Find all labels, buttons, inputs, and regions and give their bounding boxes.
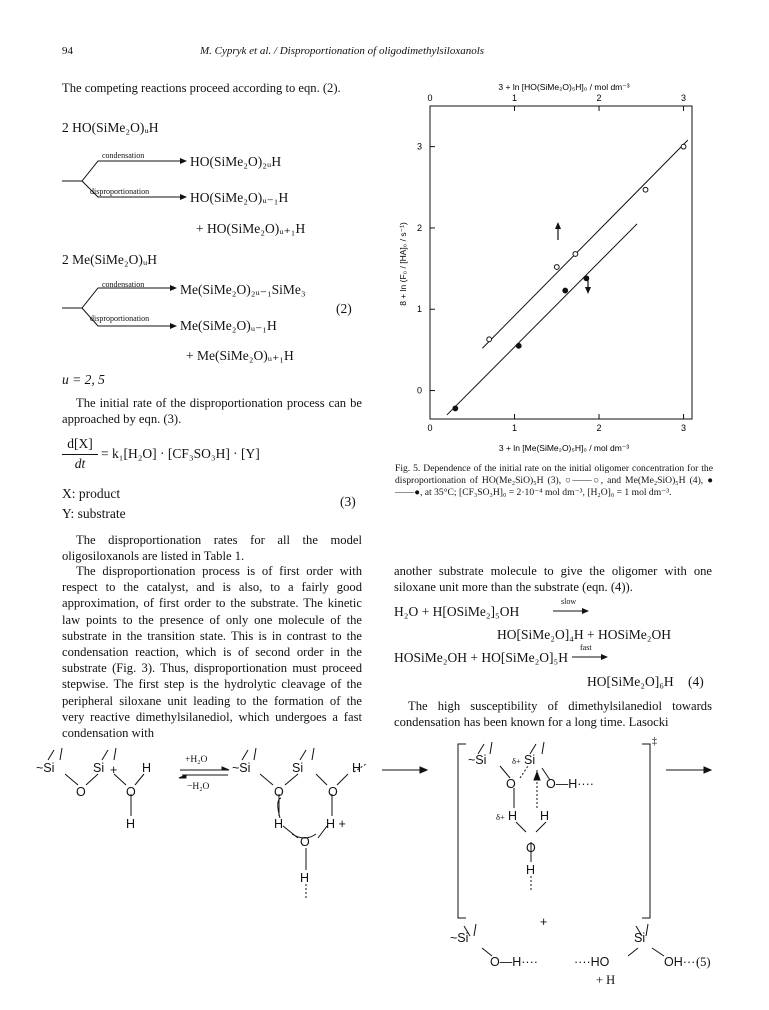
svg-text:····HO: ····HO — [574, 955, 610, 969]
bottom-tick-label-2: 2 — [596, 423, 602, 433]
rate-intro-text: The initial rate of the disproportionation process can be approached by eqn. (3). — [62, 396, 362, 427]
eq3-fraction-bar — [62, 454, 98, 455]
svg-text:H: H — [352, 761, 362, 775]
shift-arrows — [555, 222, 591, 294]
y-tick-label-2: 2 — [416, 222, 422, 233]
svg-text:H: H — [142, 761, 152, 775]
svg-text:Si: Si — [93, 761, 105, 775]
eq4-line1: H₂O + H[OSiMe₂]₅OH — [394, 604, 520, 619]
point-series-1-1 — [554, 265, 559, 270]
svg-text:H: H — [508, 809, 518, 823]
svg-text:+: + — [540, 915, 548, 929]
eq3-numerator: d[X] — [67, 436, 93, 451]
paragraph-another-substrate: another substrate molecule to give the oligomer with one siloxane unit more than the substrate (eqn. (4)). — [394, 564, 712, 595]
svg-text:O: O — [76, 785, 86, 799]
eq5-number: (5) — [696, 955, 711, 969]
svg-text:~Si: ~Si — [450, 931, 469, 945]
eq3-denominator: dt — [74, 456, 86, 471]
point-series-2-1 — [516, 343, 521, 348]
delta-plus-h: δ+ — [496, 812, 505, 822]
svg-text:H +: H + — [326, 817, 346, 831]
reaction-scheme-5 — [30, 730, 730, 1010]
u-values: u = 2, 5 — [62, 372, 105, 387]
eq3-y-definition: Y: substrate — [62, 506, 126, 521]
paragraph-kinetics: The disproportionation process is of first order with respect to the catalyst, and is also, to a fairly good approximation, of first order to the substrate. The kinetic law points to the presence of only one molecule of the substrate in the transition state. This is in contrast to the condensation reaction, which is of second order in the substrate (Fig. 3). Thus, disproportionation must proceed stepwise. The first step is the hydrolytic cleavage of the peripheral siloxane unit leading to the formation of the very reactive dimethylsilanediol, which undergoes a fast condensation with — [62, 564, 362, 741]
svg-text:O: O — [526, 841, 536, 855]
y-axis-label: 8 + ln (F₀ / [HA]₀ / s⁻¹) — [398, 222, 408, 306]
point-series-2-2 — [563, 288, 568, 293]
bottom-tick-label-3: 3 — [681, 423, 687, 433]
svg-text:O—H····: O—H···· — [490, 955, 538, 969]
eq2-reactant2: 2 Me(SiMe₂O)ᵤH — [62, 252, 157, 267]
eq2-disproportionation-label-2: disproportionation — [90, 314, 150, 323]
top-tick-label-2: 2 — [596, 93, 602, 103]
intro-text: The competing reactions proceed according to eqn. (2). — [62, 81, 341, 95]
point-series-1-2 — [573, 252, 578, 257]
svg-text:+: + — [110, 763, 118, 777]
svg-text:Si: Si — [524, 753, 536, 767]
point-series-1-3 — [643, 187, 648, 192]
eq2-product2: HO(SiMe₂O)ᵤ₋₁H — [190, 190, 289, 205]
eq4-number: (4) — [688, 674, 704, 689]
svg-text:O—H····: O—H···· — [546, 777, 594, 791]
minus-h2o-label: −H₂O — [187, 782, 210, 792]
eq2-product4: Me(SiMe₂O)₂ᵤ₋₁SiMe₃ — [180, 282, 306, 297]
eq2-number: (2) — [336, 301, 352, 316]
eq4-slow-label: slow — [561, 597, 577, 606]
svg-text:H: H — [126, 817, 136, 831]
eq4-fast-label: fast — [580, 643, 592, 652]
svg-text:O: O — [126, 785, 136, 799]
svg-text:H: H — [526, 863, 536, 877]
eq2-product3: + HO(SiMe₂O)ᵤ₊₁H — [196, 221, 306, 236]
eq4-line3: HOSiMe₂OH + HO[SiMe₂O]₅H — [394, 650, 568, 665]
svg-text:~Si: ~Si — [232, 761, 251, 775]
svg-text:Si: Si — [634, 931, 646, 945]
eq3-number: (3) — [340, 494, 356, 509]
y-tick-label-0: 0 — [416, 385, 422, 396]
svg-text:Si: Si — [292, 761, 304, 775]
plot-frame — [430, 106, 692, 419]
eq2-product5: Me(SiMe₂O)ᵤ₋₁H — [180, 318, 277, 333]
point-series-2-0 — [453, 406, 458, 411]
plus-h-label: + H — [596, 973, 616, 987]
svg-text:~Si: ~Si — [36, 761, 55, 775]
top-tick-label-0: 0 — [427, 93, 433, 103]
dagger-symbol: ‡ — [652, 736, 657, 747]
eq3-x-definition: X: product — [62, 486, 121, 501]
plus-h2o-label: +H₂O — [185, 755, 208, 765]
y-tick-label-3: 3 — [416, 141, 422, 152]
svg-text:~Si: ~Si — [468, 753, 487, 767]
eq4-arrow-fast — [571, 652, 609, 662]
figure-5-chart — [392, 78, 714, 458]
top-tick-label-1: 1 — [512, 93, 518, 103]
delta-plus-si: δ+ — [512, 756, 521, 766]
eq4-line4: HO[SiMe₂O]₆H — [587, 674, 674, 689]
top-tick-label-3: 3 — [681, 93, 687, 103]
eq2-condensation-label: condensation — [102, 151, 145, 160]
svg-text:O: O — [506, 777, 516, 791]
svg-text:H: H — [540, 809, 550, 823]
bottom-axis-label: 3 + ln [Me(SiMe₂O)₅H]₀ / mol dm⁻³ — [498, 443, 630, 453]
paragraph-table-1: The disproportionation rates for all the model oligosiloxanols are listed in Table 1. — [62, 533, 362, 564]
eq4-arrow-slow — [552, 606, 590, 616]
eq2-reactant1: 2 HO(SiMe₂O)ᵤH — [62, 120, 159, 135]
fit-line-series-1 — [482, 140, 687, 348]
fit-line-series-2 — [447, 224, 637, 415]
eq2-disproportionation-label: disproportionation — [90, 187, 150, 196]
eq3-rhs: = k₁[H₂O] · [CF₃SO₃H] · [Y] — [101, 446, 260, 461]
eq2-condensation-label-2: condensation — [102, 280, 145, 289]
scheme-atom-labels — [36, 753, 699, 969]
svg-text:O: O — [274, 785, 284, 799]
running-title: M. Cypryk et al. / Disproportionation of oligodimethylsiloxanols — [200, 45, 485, 57]
point-series-1-0 — [487, 337, 492, 342]
eq2-product6: + Me(SiMe₂O)ᵤ₊₁H — [186, 348, 294, 363]
bottom-tick-label-0: 0 — [427, 423, 433, 433]
page-number: 94 — [62, 45, 73, 57]
paragraph-lasocki: The high susceptibility of dimethylsilanediol towards condensation has been known for a long time. Lasocki — [394, 699, 712, 730]
svg-text:O: O — [300, 835, 310, 849]
bottom-tick-label-1: 1 — [512, 423, 518, 433]
svg-text:OH····: OH···· — [664, 955, 700, 969]
svg-text:H: H — [300, 871, 310, 885]
top-axis-label: 3 + ln [HO(SiMe₂O)₅H]₀ / mol dm⁻³ — [498, 82, 630, 92]
y-tick-label-1: 1 — [416, 304, 422, 315]
svg-text:H: H — [274, 817, 284, 831]
eq4-line2: HO[SiMe₂O]₄H + HOSiMe₂OH — [497, 627, 671, 642]
point-series-1-4 — [681, 144, 686, 149]
eq2-product1: HO(SiMe₂O)₂ᵤH — [190, 154, 282, 169]
figure-5-caption: Fig. 5. Dependence of the initial rate on the initial oligomer concentration for the disproportionation of HO(Me₂SiO)₅H (3), ○——○, and Me(Me₂SiO)₅H (4), ●——●, at 35°C; [CF₃SO₃H]₀ = 2·10⁻⁴ mol dm⁻³, [H₂O]₀ = 1 mol dm⁻³. — [395, 463, 713, 499]
svg-text:O: O — [328, 785, 338, 799]
